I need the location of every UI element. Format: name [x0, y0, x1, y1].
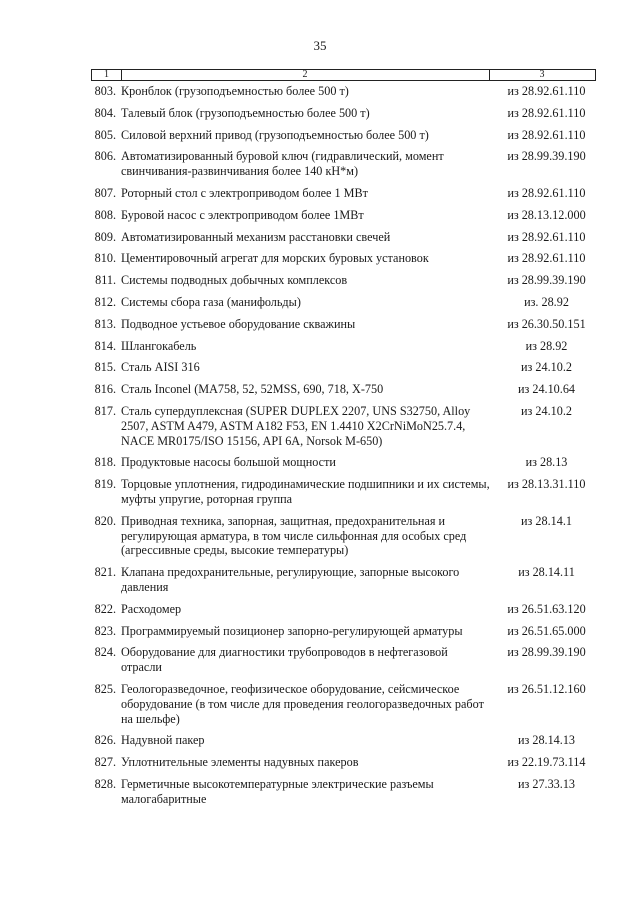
header-col-3: 3 [539, 69, 545, 80]
row-name: Автоматизированный механизм расстановки свечей [121, 229, 391, 244]
row-number: 823. [94, 623, 116, 638]
table-row [0, 455, 640, 470]
row-name: Программируемый позиционер запорно-регулирующей арматуры [121, 623, 463, 638]
row-number: 808. [94, 207, 116, 222]
table-row [0, 514, 640, 558]
row-code: из 26.51.12.160 [507, 681, 586, 696]
row-code: из 24.10.2 [521, 403, 572, 418]
row-code: из 28.92.61.110 [507, 84, 586, 98]
header-col-2: 2 [121, 70, 490, 80]
table-row [0, 404, 640, 448]
row-name: Уплотнительные элементы надувных пакеров [121, 755, 359, 770]
row-code: из 27.33.13 [517, 776, 576, 791]
table-row [0, 755, 640, 770]
row-name: Продуктовые насосы большой мощности [121, 455, 336, 470]
row-number: 807. [94, 185, 116, 200]
row-name: Автоматизированный буровой ключ (гидравлический, момент свинчивания-развинчивания более 140 кН*м) [121, 149, 444, 179]
row-code: из 26.51.65.000 [507, 623, 586, 638]
row-name: Герметичные высокотемпературные электрические разъемы малогабаритные [121, 776, 434, 806]
row-name: Клапана предохранительные, регулирующие, запорные высокого давления [121, 565, 460, 594]
row-name: Сталь супердуплексная (SUPER DUPLEX 2207, UNS S32750, Alloy 2507, ASTM A479, ASTM A182 F53, EN 1.4410 X2CrNiMoN25.7.4, NACE MR0175/ISO 15156, API 6A, Norsok M-650) [121, 403, 471, 448]
row-code: из 28.92.61.110 [507, 127, 586, 142]
row-name: Цементировочный агрегат для морских буровых установок [121, 251, 429, 266]
table-row [0, 477, 640, 507]
row-code: из 28.14.1 [521, 513, 572, 528]
row-code: из 28.92.61.110 [507, 251, 586, 266]
row-name: Системы подводных добычных комплексов [121, 273, 348, 288]
row-code: из 28.13.12.000 [507, 207, 586, 222]
table-row [0, 106, 640, 121]
row-code: из 22.19.73.114 [507, 755, 586, 770]
row-name: Роторный стол с электроприводом более 1 МВт [121, 185, 368, 200]
row-code: из 28.13.31.110 [507, 477, 586, 492]
table-row [0, 251, 640, 266]
row-number: 809. [94, 229, 116, 244]
table-row [0, 230, 640, 245]
table-row [0, 360, 640, 375]
row-number: 814. [94, 338, 116, 353]
row-name: Сталь AISI 316 [121, 360, 200, 375]
row-code: из. 28.92 [524, 294, 569, 309]
row-name: Надувной пакер [121, 733, 205, 748]
row-code: из 28.14.11 [518, 565, 575, 580]
row-code: из 28.92.61.110 [507, 105, 586, 120]
row-name: Подводное устьевое оборудование скважины [121, 316, 356, 331]
row-number: 810. [94, 251, 116, 266]
table-row [0, 682, 640, 726]
row-number: 825. [94, 681, 116, 696]
row-number: 826. [94, 733, 116, 748]
table-row [0, 339, 640, 354]
row-name: Кронблок (грузоподъемностью более 500 т) [121, 84, 349, 98]
row-number: 811. [95, 273, 116, 288]
table-row [0, 645, 640, 675]
row-number: 815. [94, 360, 116, 375]
row-number: 828. [94, 776, 116, 791]
row-number: 812. [94, 294, 116, 309]
row-name: Торцовые уплотнения, гидродинамические подшипники и их системы, муфты упругие, роторная группа [121, 477, 490, 506]
row-code: из 28.14.13 [517, 733, 576, 748]
row-name: Шлангокабель [121, 338, 197, 353]
row-name: Талевый блок (грузоподъемностью более 500 т) [121, 105, 370, 120]
table-row [0, 382, 640, 397]
row-number: 824. [94, 645, 116, 660]
row-number: 821. [94, 565, 116, 580]
table-row [0, 208, 640, 223]
row-name: Геологоразведочное, геофизическое оборудование, сейсмическое оборудование (в том числе для проведения геологоразведочных работ на шельфе) [121, 681, 484, 726]
table-row [0, 84, 640, 99]
row-code: из 28.99.39.190 [507, 273, 586, 288]
row-number: 817. [94, 403, 116, 418]
row-number: 822. [94, 601, 116, 616]
row-name: Приводная техника, запорная, защитная, предохранительная и регулирующая арматура, в том числе сильфонная для особых сред (агрессивные среды, высокие температуры) [121, 513, 467, 558]
table-row [0, 186, 640, 201]
table-row [0, 602, 640, 617]
table-row [0, 295, 640, 310]
row-number: 805. [94, 127, 116, 142]
row-name: Оборудование для диагностики трубопроводов в нефтегазовой отрасли [121, 645, 448, 675]
page-number: 35 [313, 38, 327, 53]
row-name: Силовой верхний привод (грузоподъемностью более 500 т) [121, 127, 429, 142]
row-number: 804. [94, 105, 116, 120]
row-number: 827. [94, 755, 116, 770]
table-row [0, 317, 640, 332]
row-code: из 28.99.39.190 [507, 149, 586, 164]
table-row [0, 624, 640, 639]
row-code: из 28.13 [525, 455, 568, 470]
row-number: 806. [94, 149, 116, 164]
header-col-1: 1 [92, 70, 122, 80]
row-number: 816. [94, 382, 116, 397]
table-header-row [91, 69, 596, 81]
table-row [0, 777, 640, 807]
row-code: из 24.10.2 [521, 360, 572, 375]
table-row [0, 149, 640, 179]
row-name: Сталь Inconel (MA758, 52, 52MSS, 690, 718, X-750 [121, 382, 384, 397]
row-name: Расходомер [121, 601, 182, 616]
row-name: Буровой насос с электроприводом более 1МВт [121, 207, 364, 222]
row-code: из 26.51.63.120 [507, 601, 586, 616]
table-row [0, 565, 640, 595]
row-code: из 28.99.39.190 [507, 645, 586, 660]
row-code: из 28.92.61.110 [507, 229, 586, 244]
row-number: 820. [94, 513, 116, 528]
table-row [0, 273, 640, 288]
row-code: из 28.92.61.110 [507, 185, 586, 200]
row-name: Системы сбора газа (манифольды) [121, 294, 301, 309]
row-number: 818. [94, 455, 116, 470]
row-code: из 24.10.64 [517, 382, 576, 397]
row-number: 813. [94, 316, 116, 331]
row-number: 803. [94, 84, 116, 98]
row-code: из 26.30.50.151 [507, 316, 586, 331]
row-code: из 28.92 [525, 338, 568, 353]
row-number: 819. [94, 477, 116, 492]
table-row [0, 128, 640, 143]
table-body [0, 84, 640, 813]
table-row [0, 733, 640, 748]
